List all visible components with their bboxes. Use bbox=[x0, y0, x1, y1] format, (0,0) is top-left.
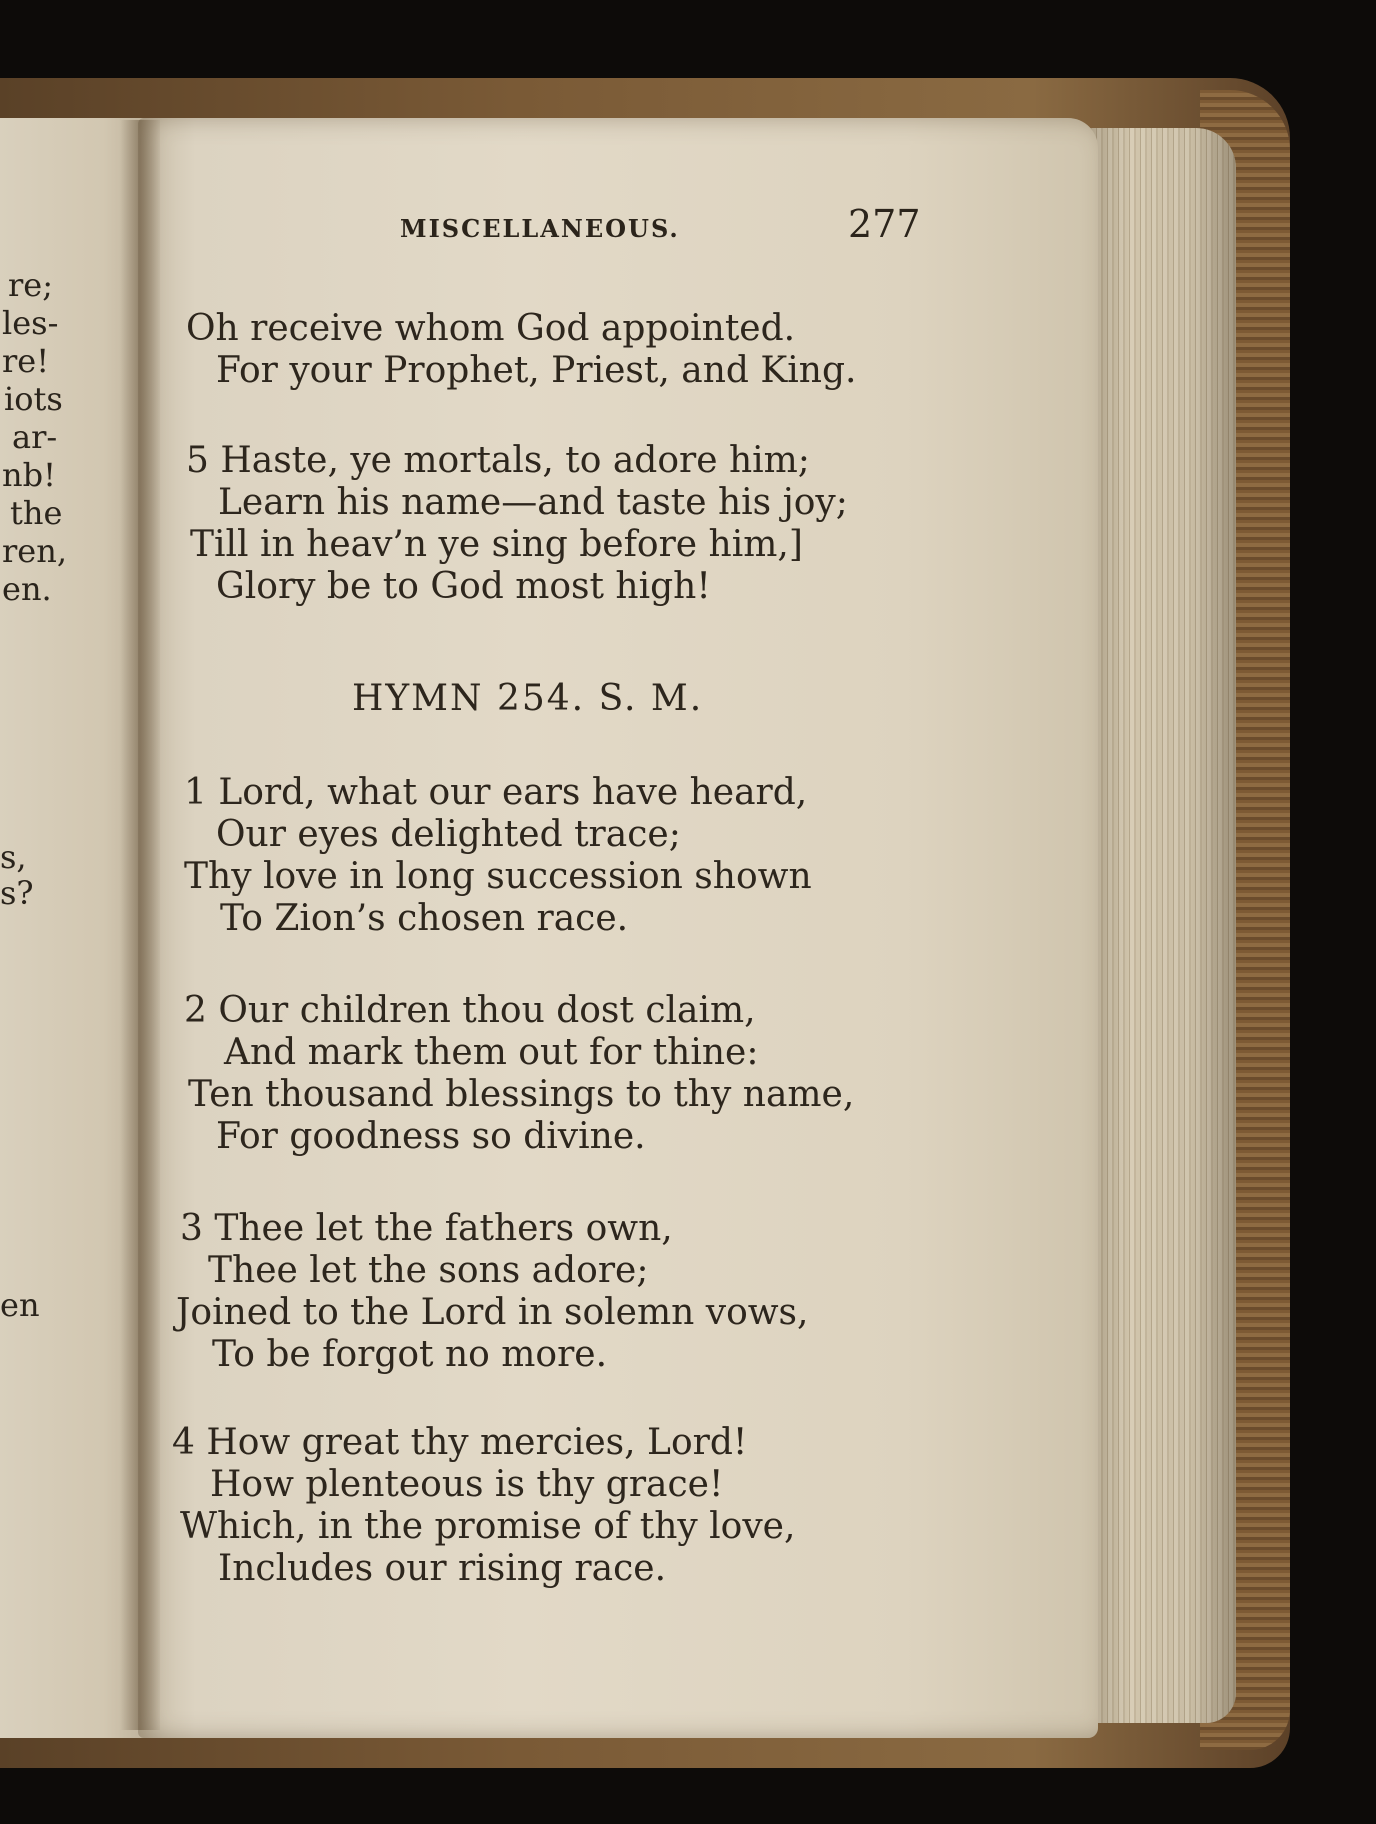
left-page-fragment: en. bbox=[2, 570, 52, 608]
verse-line: Till in heav’n ye sing before him,] bbox=[190, 524, 803, 565]
verse-line: 4 How great thy mercies, Lord! bbox=[172, 1422, 748, 1463]
verse-line: 2 Our children thou dost claim, bbox=[184, 990, 756, 1031]
left-page-fragment: re; bbox=[8, 266, 54, 304]
verse-line: To Zion’s chosen race. bbox=[220, 898, 629, 939]
left-page-fragment: en bbox=[0, 1286, 40, 1324]
verse-line: Thy love in long succession shown bbox=[184, 856, 812, 897]
verse-line: For your Prophet, Priest, and King. bbox=[216, 350, 857, 391]
left-page-fragment: re! bbox=[2, 342, 50, 380]
left-page-fragment: s, bbox=[0, 838, 27, 876]
left-page-fragment: ren, bbox=[2, 532, 68, 570]
page-number: 277 bbox=[848, 202, 921, 246]
verse-line: Joined to the Lord in solemn vows, bbox=[176, 1292, 809, 1333]
verse-line: To be forgot no more. bbox=[212, 1334, 608, 1375]
left-page-fragment: the bbox=[10, 494, 63, 532]
hymn-title: HYMN 254. S. M. bbox=[352, 678, 704, 719]
verse-line: And mark them out for thine: bbox=[224, 1032, 759, 1073]
verse-line: Includes our rising race. bbox=[218, 1548, 667, 1589]
verse-line: Thee let the sons adore; bbox=[208, 1250, 649, 1291]
left-page-fragment: les- bbox=[2, 304, 59, 342]
verse-line: Learn his name—and taste his joy; bbox=[218, 482, 848, 523]
page-block-shade bbox=[1086, 128, 1236, 1723]
verse-line: Oh receive whom God appointed. bbox=[186, 308, 796, 349]
verse-line: How plenteous is thy grace! bbox=[210, 1464, 724, 1505]
verse-line: For goodness so divine. bbox=[216, 1116, 646, 1157]
left-page-fragment: ar- bbox=[12, 418, 58, 456]
verse-line: Glory be to God most high! bbox=[216, 566, 711, 607]
left-page-fragment: iots bbox=[4, 380, 63, 418]
left-page-fragment: nb! bbox=[2, 456, 56, 494]
verse-line: 5 Haste, ye mortals, to adore him; bbox=[186, 440, 810, 481]
verse-line: Ten thousand blessings to thy name, bbox=[188, 1074, 855, 1115]
verse-line: 1 Lord, what our ears have heard, bbox=[184, 772, 808, 813]
book-gutter bbox=[120, 120, 160, 1730]
verse-line: Which, in the promise of thy love, bbox=[180, 1506, 796, 1547]
verse-line: Our eyes delighted trace; bbox=[216, 814, 681, 855]
left-page-fragment: s? bbox=[0, 874, 34, 912]
verse-line: 3 Thee let the fathers own, bbox=[180, 1208, 673, 1249]
running-head: MISCELLANEOUS. bbox=[400, 214, 680, 243]
